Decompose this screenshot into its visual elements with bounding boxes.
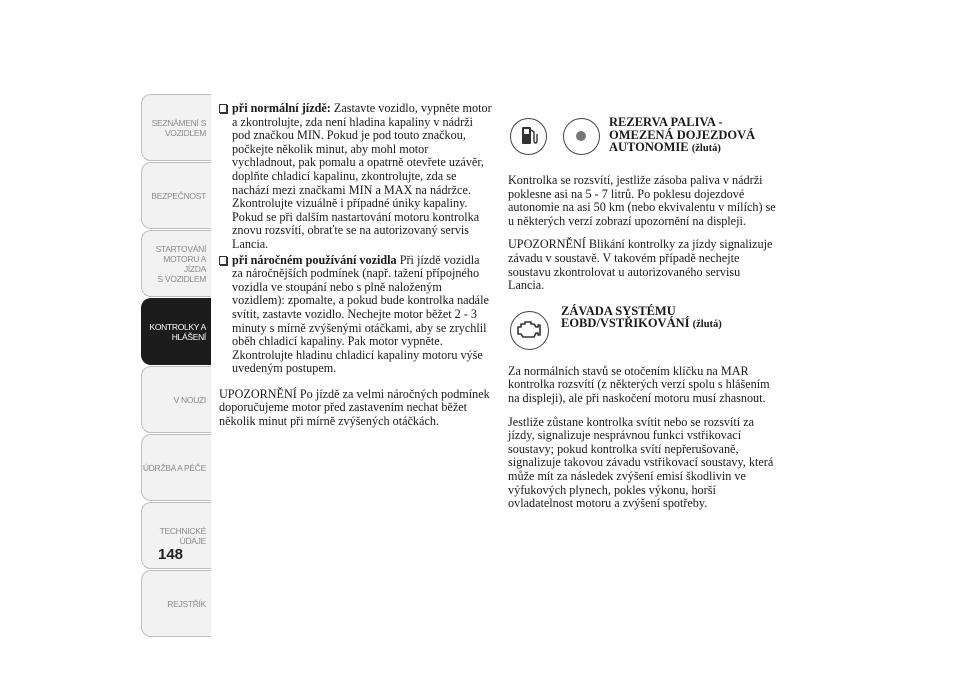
tab-technicke-udaje[interactable]: TECHNICKÉ ÚDAJE bbox=[141, 502, 211, 569]
indicator-light-icon bbox=[563, 118, 600, 155]
right-column bbox=[508, 116, 778, 511]
tab-udrzba[interactable]: ÚDRŽBA A PÉČE bbox=[141, 434, 211, 501]
fuel-warning-header bbox=[508, 116, 778, 174]
fuel-pump-icon bbox=[510, 118, 547, 155]
fuel-text: Kontrolka se rozsvítí, jestliže zásoba paliva v nádrži poklesne asi na 5 - 7 litrů. Po poklesu dojezdové autonomie na asi 50 km (nebo ekvivalentu v mílích) se u některých verzí zobrazí upozornění na displeji. bbox=[508, 173, 776, 228]
eobd-text-2: Jestliže zůstane kontrolka svítit nebo se rozsvítí za jízdy, signalizuje nesprávnou funkci vstřikovací soustavy; pokud kontrolka svítí nepřerušovaně, signalizuje takovou závadu vstřikovací soustavy, která může mít za následek zvýšení emisí škodlivin ve výfukových plynech, pokles výkonu, horší ovladatelnost motoru a zvýšení spotřeby. bbox=[508, 414, 774, 511]
checkbox-bullet-icon bbox=[219, 256, 227, 265]
eobd-color-note: (žlutá) bbox=[692, 319, 722, 331]
bullet2-title: při náročném používání vozidla bbox=[232, 252, 397, 267]
engine-icon bbox=[510, 311, 549, 350]
page-number: 148 bbox=[158, 546, 184, 563]
fuel-heading-text: REZERVA PALIVA - OMEZENÁ DOJEZDOVÁ AUTONOMIE bbox=[609, 115, 756, 154]
bullet1-text: Zastavte vozidlo, vypněte motor a zkontrolujte, zda není hladina kapaliny v nádrži pod značkou MIN. Pokud je pod touto značkou, počkejte několik minut, aby mohl motor vychladnout, pak pomalu a opatrně otevřete uzávěr, doplňte chladicí kapalinu, zkontrolujte, zda se nachází mezi značkami MIN a MAX na nádržce. Zkontrolujte vizuálně i případné úniky kapaliny. Pokud se při dalším nastartování motoru kontrolka znovu rozsvítí, obraťte se na autorizovaný servis Lancia. bbox=[232, 101, 492, 251]
bullet2-text: Při jízdě vozidla za náročnějších podmínek (např. tažení přípojného vozidla ve stoupání nebo s plně naloženým vozidlem): zpomalte, a pokud bude kontrolka nadále svítit, zastavte vozidlo. Nechejte motor běžet 2 - 3 minuty s mírně zvýšenými otáčkami, aby se zrychlil oběh chladicí kapaliny. Pak motor vypněte. Zkontrolujte hladinu chladicí kapaliny motoru výše uvedeným postupem. bbox=[232, 252, 489, 376]
tab-bezpecnost[interactable]: BEZPEČNOST bbox=[141, 162, 211, 229]
eobd-heading-line2: EOBD/VSTŘIKOVÁNÍ bbox=[561, 316, 690, 331]
bullet-normal-driving bbox=[219, 102, 493, 252]
eobd-warning-header bbox=[508, 303, 778, 361]
tab-kontrolky[interactable]: KONTROLKY A HLÁŠENÍ bbox=[141, 298, 211, 365]
fuel-reserve-heading bbox=[609, 116, 779, 156]
fuel-note: UPOZORNĚNÍ Blikání kontrolky za jízdy signalizuje závadu v soustavě. V takovém případě nechejte soustavu zkontrolovat u autorizovaného servisu Lancia. bbox=[508, 237, 773, 293]
eobd-text-1: Za normálních stavů se otočením klíčku na MAR kontrolka rozsvítí (z některých verzí spolu s hlášením na displeji), ale při naskočení motoru musí zhasnout. bbox=[508, 363, 770, 405]
tab-startovani[interactable]: STARTOVÁNÍ MOTORU A JÍZDA S VOZIDLEM bbox=[141, 230, 211, 297]
tab-seznameni[interactable]: SEZNÁMENÍ S VOZIDLEM bbox=[141, 94, 211, 161]
left-column bbox=[219, 102, 493, 429]
fuel-color-note: (žlutá) bbox=[691, 143, 721, 154]
tab-v-nouzi[interactable]: V NOUZI bbox=[141, 366, 211, 433]
eobd-heading-line1: ZÁVADA SYSTÉMU bbox=[561, 303, 676, 318]
checkbox-bullet-icon bbox=[219, 104, 227, 113]
bullet-demanding-use bbox=[219, 254, 493, 376]
bullet1-title: při normální jízdě: bbox=[232, 101, 331, 115]
left-note: UPOZORNĚNÍ Po jízdě za velmi náročných podmínek doporučujeme motor před zastavením nechat běžet několik minut při mírně zvýšených otáčkách. bbox=[219, 386, 490, 429]
eobd-heading bbox=[561, 305, 781, 332]
tab-rejstrik[interactable]: REJSTŘÍK bbox=[141, 570, 211, 637]
